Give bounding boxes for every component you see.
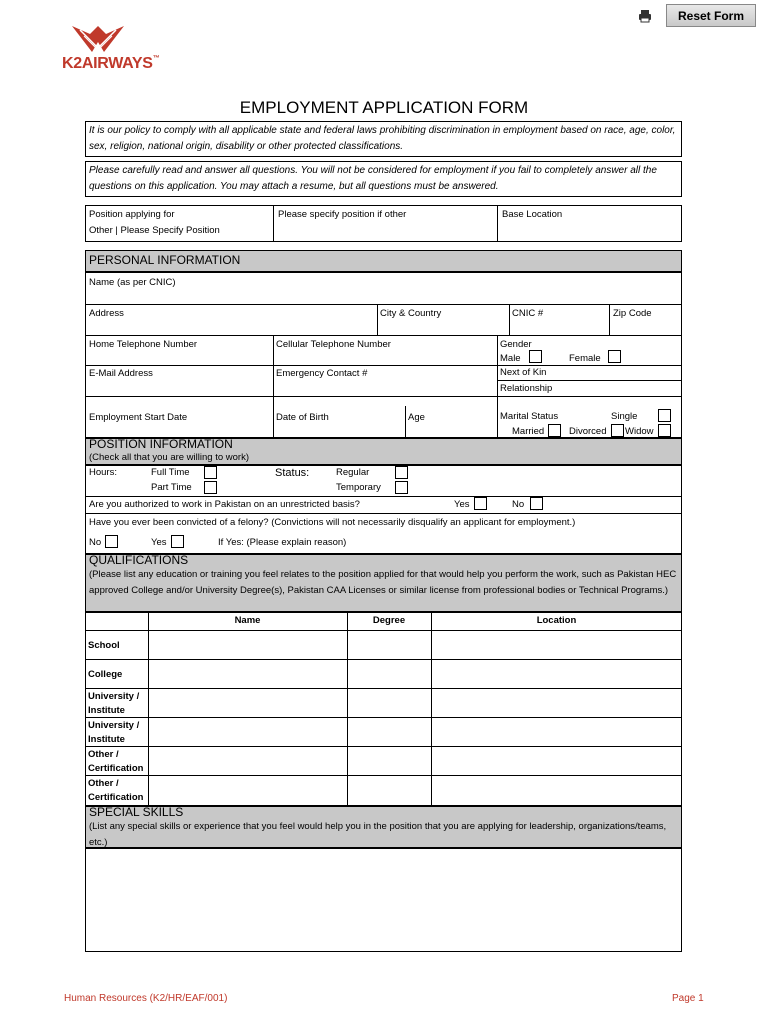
status-label: Status:	[275, 467, 310, 479]
special-skills-title: SPECIAL SKILLS	[89, 805, 184, 819]
single-label: Single	[611, 411, 638, 422]
felony-question: Have you ever been convicted of a felony? (Convictions will not necessarily disqualify an applicant for employment.)	[89, 517, 576, 528]
row-university-1: University / Institute	[88, 691, 140, 716]
married-checkbox[interactable]	[548, 424, 561, 437]
felony-no-checkbox[interactable]	[105, 535, 118, 548]
full-time-checkbox[interactable]	[204, 466, 217, 479]
male-checkbox[interactable]	[529, 350, 542, 363]
authorized-yes-label: Yes	[454, 499, 470, 510]
female-label: Female	[569, 353, 601, 364]
dob-label: Date of Birth	[276, 412, 329, 423]
regular-checkbox[interactable]	[395, 466, 408, 479]
felony-yes-checkbox[interactable]	[171, 535, 184, 548]
relationship-label: Relationship	[500, 383, 553, 394]
part-time-checkbox[interactable]	[204, 481, 217, 494]
col-degree-header: Degree	[372, 615, 406, 626]
next-of-kin-label: Next of Kin	[500, 367, 547, 378]
policy-statement: It is our policy to comply with all applicable state and federal laws prohibiting discrimination in employment based on race, age, color, sex, religion, national origin, disability or other protected classifications.	[85, 121, 682, 157]
felony-no-label: No	[89, 537, 102, 548]
temporary-label: Temporary	[336, 482, 381, 493]
part-time-label: Part Time	[151, 482, 192, 493]
felony-yes-label: Yes	[151, 537, 167, 548]
row-other-1: Other / Certification	[88, 749, 144, 774]
position-info-title: POSITION INFORMATION	[89, 437, 233, 451]
temporary-checkbox[interactable]	[395, 481, 408, 494]
emergency-contact-label: Emergency Contact #	[276, 368, 368, 379]
logo-wordmark: K2AIRWAYS™	[62, 55, 160, 72]
instructions-statement: Please carefully read and answer all questions. You will not be considered for employment if you fail to completely answer all the questions on this application. You may attach a resume, but all questions must be answered.	[85, 161, 682, 197]
col-location-header: Location	[536, 615, 577, 626]
divorced-checkbox[interactable]	[611, 424, 624, 437]
authorized-yes-checkbox[interactable]	[474, 497, 487, 510]
cnic-label: CNIC #	[512, 308, 544, 319]
position-info-subtitle: (Check all that you are willing to work)	[89, 452, 249, 463]
start-date-label: Employment Start Date	[89, 412, 188, 423]
col-name-header: Name	[234, 615, 261, 626]
felony-explain-label: If Yes: (Please explain reason)	[218, 537, 347, 548]
city-country-label: City & Country	[380, 308, 442, 319]
single-checkbox[interactable]	[658, 409, 671, 422]
position-applying-label: Position applying for	[89, 209, 175, 220]
base-location-label: Base Location	[502, 209, 563, 220]
special-skills-textarea[interactable]	[85, 848, 682, 952]
reset-form-button[interactable]: Reset Form	[666, 4, 756, 27]
regular-label: Regular	[336, 467, 370, 478]
row-college: College	[88, 669, 123, 680]
cellular-telephone-label: Cellular Telephone Number	[276, 339, 391, 350]
widow-label: Widow	[625, 426, 654, 437]
k2-airways-logo	[62, 22, 172, 74]
age-label: Age	[408, 412, 425, 423]
qualifications-title: QUALIFICATIONS	[89, 553, 189, 567]
divorced-label: Divorced	[569, 426, 607, 437]
qualifications-subtitle: (Please list any education or training you feel relates to the position applied for that would help you perform the work, such as Pakistan HEC approved College and/or University Degree(s), Pakistan CAA Licenses or similar license from professional bodies or Technical Programs.)	[89, 569, 677, 596]
zip-code-label: Zip Code	[613, 308, 652, 319]
qualifications-table	[85, 612, 682, 806]
row-other-2: Other / Certification	[88, 778, 144, 803]
marital-status-label: Marital Status	[500, 411, 559, 422]
male-label: Male	[500, 353, 521, 364]
married-label: Married	[512, 426, 545, 437]
hours-label: Hours:	[89, 467, 117, 478]
footer-document-code: Human Resources (K2/HR/EAF/001)	[64, 993, 228, 1004]
home-telephone-label: Home Telephone Number	[89, 339, 198, 350]
full-time-label: Full Time	[151, 467, 190, 478]
female-checkbox[interactable]	[608, 350, 621, 363]
name-label: Name (as per CNIC)	[89, 277, 176, 288]
wings-logo-icon	[62, 22, 172, 56]
authorized-question: Are you authorized to work in Pakistan on an unrestricted basis?	[89, 499, 360, 510]
row-university-2: University / Institute	[88, 720, 140, 745]
gender-label: Gender	[500, 339, 532, 350]
authorized-no-checkbox[interactable]	[530, 497, 543, 510]
personal-info-title: PERSONAL INFORMATION	[89, 253, 241, 267]
row-school: School	[88, 640, 120, 651]
address-label: Address	[89, 308, 124, 319]
footer-page-number: Page 1	[672, 993, 704, 1004]
position-other-dropdown[interactable]: Other | Please Specify Position	[89, 225, 220, 236]
print-icon[interactable]	[638, 9, 652, 23]
form-title: EMPLOYMENT APPLICATION FORM	[239, 98, 529, 117]
widow-checkbox[interactable]	[658, 424, 671, 437]
authorized-no-label: No	[512, 499, 525, 510]
special-skills-subtitle: (List any special skills or experience that you feel would help you in the position that you are applying for leadership, organizations/teams, etc.)	[89, 821, 667, 848]
email-label: E-Mail Address	[89, 368, 153, 379]
specify-position-label: Please specify position if other	[278, 209, 407, 220]
